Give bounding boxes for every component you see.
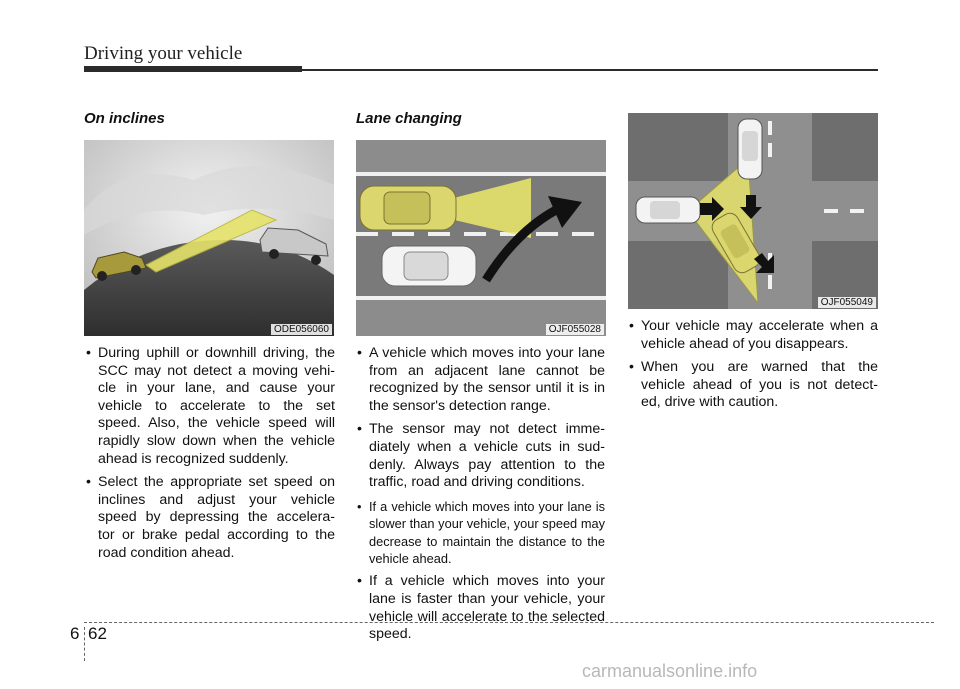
yellow-car bbox=[360, 186, 456, 230]
list-item: • If a vehicle which moves into your lane is slower than your vehicle, your speed may decrease to maintain the distance to the vehicle ahead. bbox=[357, 498, 605, 568]
chapter-number: 6 bbox=[70, 624, 80, 643]
list-item: • The sensor may not detect imme- diately when a vehicle cuts in sud- denly. Always pay attention to the traffic, road and driving conditions. bbox=[357, 421, 605, 491]
lane-changing-heading: Lane changing bbox=[356, 110, 462, 127]
list-item: • Select the appropriate set speed on inclines and adjust your vehicle speed by depressing the accelera- tor or brake pedal according to the road condition ahead. bbox=[86, 474, 335, 562]
list-item: • A vehicle which moves into your lane from an adjacent lane cannot be recognized by the sensor until it is in the sensor's detection range. bbox=[357, 345, 605, 415]
inclines-bullets bbox=[86, 345, 335, 568]
list-item: • Your vehicle may accelerate when a vehicle ahead of you disappears. bbox=[629, 318, 878, 353]
page-number: 62 bbox=[88, 624, 107, 643]
header-bar bbox=[84, 66, 302, 72]
intersection-figure bbox=[628, 113, 878, 309]
figure-code: OJF055028 bbox=[546, 324, 604, 335]
figure-code: OJF055049 bbox=[818, 297, 876, 308]
intersection-bullets bbox=[629, 318, 878, 418]
watermark: carmanualsonline.info bbox=[582, 661, 758, 681]
figure-code: ODE056060 bbox=[271, 324, 332, 335]
list-item: • When you are warned that the vehicle ahead of you is not detect- ed, drive with caution. bbox=[629, 359, 878, 412]
white-car-left bbox=[636, 197, 700, 223]
section-header-title: Driving your vehicle bbox=[84, 43, 243, 64]
lane-changing-bullets bbox=[357, 345, 605, 650]
list-item: • During uphill or downhill driving, the SCC may not detect a moving vehi- cle in your lane, and cause your vehicle to accelerate to the set speed. Also, the vehicle speed will rapidly slow down when the vehicle ahead is recognized suddenly. bbox=[86, 345, 335, 468]
lane-changing-figure bbox=[356, 140, 606, 336]
white-car-top bbox=[738, 119, 762, 179]
header-rule bbox=[302, 69, 878, 71]
footer-divider bbox=[84, 627, 85, 661]
footer-rule bbox=[84, 622, 934, 623]
white-car bbox=[382, 246, 476, 286]
list-item: • If a vehicle which moves into your lane is faster than your vehicle, your vehicle will accelerate to the selected speed. bbox=[357, 573, 605, 643]
inclines-heading: On inclines bbox=[84, 110, 165, 127]
inclines-figure bbox=[84, 140, 334, 336]
